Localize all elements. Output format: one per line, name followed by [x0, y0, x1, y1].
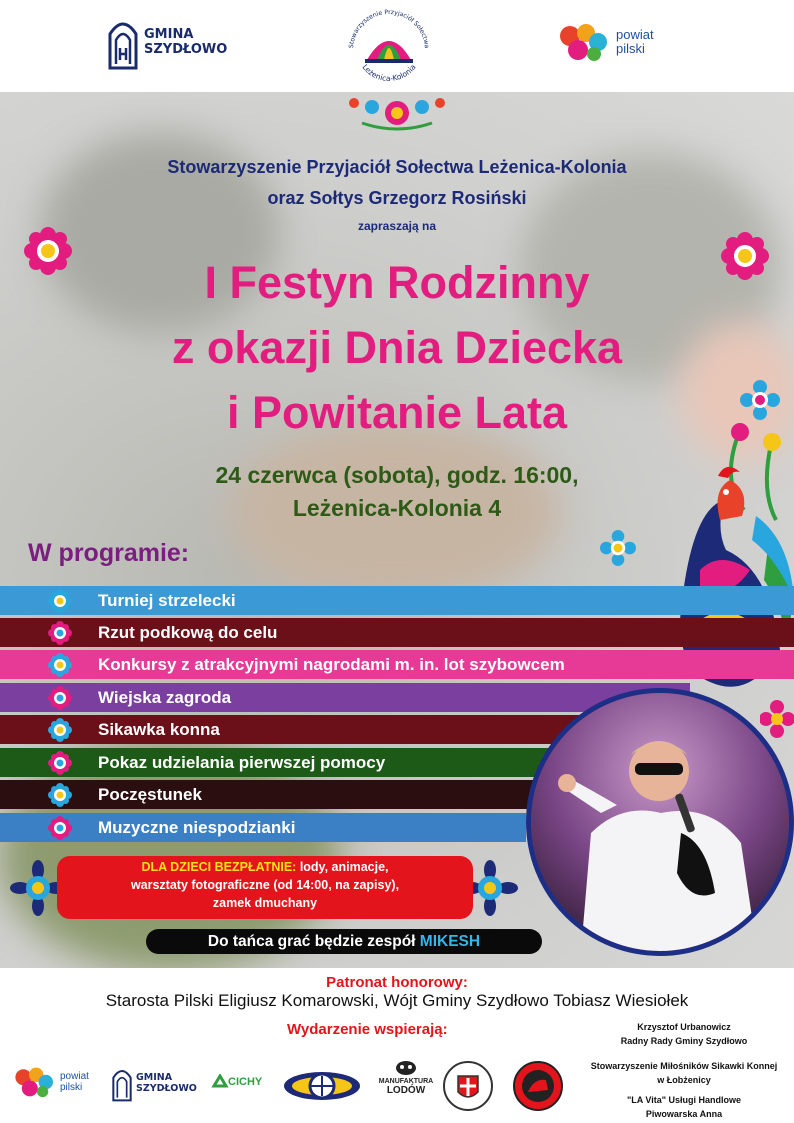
- program-item-label: Turniej strzelecki: [98, 591, 236, 610]
- pink-flower-bullet-icon: [48, 751, 72, 775]
- sponsor-gmina-text1: GMINA: [136, 1072, 173, 1083]
- sponsor-cichy-text: CICHY: [228, 1076, 263, 1088]
- sponsor-logo-powiat: [12, 1066, 89, 1098]
- center-logo-bottom-text: Leżenica-Kolonia: [360, 62, 418, 83]
- band-name: MIKESH: [419, 933, 481, 950]
- patronat-text: Starosta Pilski Eligiusz Komarowski, Wójt Gminy Szydłowo Tobiasz Wiesiołek: [105, 991, 689, 1010]
- supporters-heading: Wydarzenie wspierają:: [287, 1021, 448, 1038]
- sponsor-powiat-text2: pilski: [60, 1082, 83, 1093]
- recycle-icon: [210, 1074, 230, 1094]
- supporter-text-3: [574, 1093, 794, 1121]
- pink-flower-bullet-icon: [48, 686, 72, 710]
- blue-flower-bullet-icon: [48, 589, 72, 613]
- program-item: [0, 650, 794, 679]
- program-item-label: Sikawka konna: [98, 720, 220, 739]
- program-item-label: Wiejska zagroda: [98, 688, 232, 707]
- gmina-logo-text-line1: GMINA: [144, 27, 194, 42]
- sponsor-powiat-text1: powiat: [60, 1071, 89, 1082]
- center-logo-top-text: Stowarzyszenie Przyjaciół Sołectwa: [348, 8, 430, 49]
- program-item-label: Poczęstunek: [98, 785, 202, 804]
- sponsor-logo-lody: [378, 1058, 434, 1096]
- event-place: Leżenica-Kolonia 4: [292, 495, 502, 521]
- pink-flower-bullet-icon: [48, 621, 72, 645]
- event-title-line3: i Powitanie Lata: [226, 387, 568, 438]
- kids-line2: warsztaty fotograficzne (od 14:00, na zapisy),: [130, 878, 400, 892]
- program-item: [0, 813, 526, 842]
- header: [0, 0, 794, 92]
- event-title-line2: z okazji Dnia Dziecka: [171, 322, 623, 373]
- kids-line1-rest: lody, animacje,: [296, 860, 389, 874]
- gmina-logo-text-line2: SZYDŁOWO: [144, 42, 228, 57]
- program-item: [0, 780, 540, 809]
- supporter-text-2-line1: Stowarzyszenie Miłośników Sikawki Konnej: [590, 1061, 778, 1071]
- folk-ornament-icon: [342, 93, 452, 133]
- sponsor-logo-osp: [442, 1060, 494, 1117]
- powiat-logo-text-line1: powiat: [616, 27, 654, 42]
- band-banner: [146, 929, 542, 954]
- sponsor-gmina-text2: SZYDŁOWO: [136, 1083, 197, 1094]
- sponsor-logo-sikawka: [512, 1060, 564, 1117]
- patronat-heading: Patronat honorowy:: [326, 974, 468, 991]
- gmina-szydlowo-logo: [108, 14, 227, 70]
- sponsor-logo-aeroklub: [282, 1063, 362, 1114]
- band-prefix: Do tańca grać będzie zespół: [207, 933, 420, 950]
- supporter-text-1-line1: Krzysztof Urbanowicz: [637, 1022, 731, 1032]
- event-title-line1: I Festyn Rodzinny: [204, 257, 590, 308]
- powiat-flower-icon: [12, 1066, 54, 1098]
- program-item: [0, 683, 690, 712]
- program-item-label: Muzyczne niespodzianki: [98, 818, 296, 837]
- program-item: [0, 618, 794, 647]
- powiat-logo-text-line2: pilski: [616, 41, 645, 56]
- event-date: 24 czerwca (sobota), godz. 16:00,: [215, 462, 579, 488]
- gmina-emblem-icon: [108, 14, 138, 70]
- supporter-text-2: [574, 1059, 794, 1087]
- sponsor-lody-text1: MANUFAKTURA: [378, 1078, 434, 1085]
- soltys-line: oraz Sołtys Grzegorz Rosiński: [267, 188, 527, 208]
- kids-line3: zamek dmuchany: [212, 896, 318, 910]
- supporter-text-2-line2: w Łobżenicy: [657, 1075, 711, 1085]
- performer-photo: [526, 688, 794, 956]
- blue-flower-bullet-icon: [48, 783, 72, 807]
- program-item: [0, 586, 794, 615]
- pink-flower-bullet-icon: [48, 816, 72, 840]
- program-item: [0, 748, 560, 777]
- kids-free-box: [57, 856, 473, 919]
- program-heading: W programie:: [28, 539, 190, 567]
- powiat-flower-icon: [556, 22, 608, 62]
- supporter-text-3-line1: "LA Vita" Usługi Handlowe: [626, 1095, 742, 1105]
- program-item-label: Rzut podkową do celu: [98, 623, 278, 642]
- supporter-text-1-line2: Radny Rady Gminy Szydłowo: [620, 1036, 748, 1046]
- sponsor-logo-cichy: [210, 1070, 268, 1100]
- cow-icon: [392, 1058, 420, 1078]
- solectwo-association-logo: [343, 4, 435, 90]
- powiat-pilski-logo: [556, 22, 654, 62]
- program-item-label: Pokaz udzielania pierwszej pomocy: [98, 753, 386, 772]
- sponsor-lody-text2: LODÓW: [386, 1085, 426, 1096]
- sponsor-logo-gmina: [112, 1064, 197, 1102]
- kids-highlight: DLA DZIECI BEZPŁATNIE:: [141, 860, 297, 874]
- blue-flower-bullet-icon: [48, 718, 72, 742]
- pink-folk-flower-icon: [760, 700, 794, 738]
- gmina-emblem-icon: [112, 1064, 132, 1102]
- program-item: [0, 715, 600, 744]
- blue-flower-bullet-icon: [48, 653, 72, 677]
- supporter-text-3-line2: Piwowarska Anna: [645, 1109, 723, 1119]
- organizer-line: Stowarzyszenie Przyjaciół Sołectwa Leżenica-Kolonia: [167, 157, 627, 177]
- supporter-text-1: [574, 1020, 794, 1048]
- invite-line: zapraszają na: [357, 219, 437, 233]
- program-item-label: Konkursy z atrakcyjnymi nagrodami m. in. lot szybowcem: [98, 655, 565, 674]
- svg-text:Leżenica-Kolonia: [360, 63, 417, 83]
- blue-folk-flower-icon: [600, 530, 636, 566]
- kids-line1: [57, 858, 473, 876]
